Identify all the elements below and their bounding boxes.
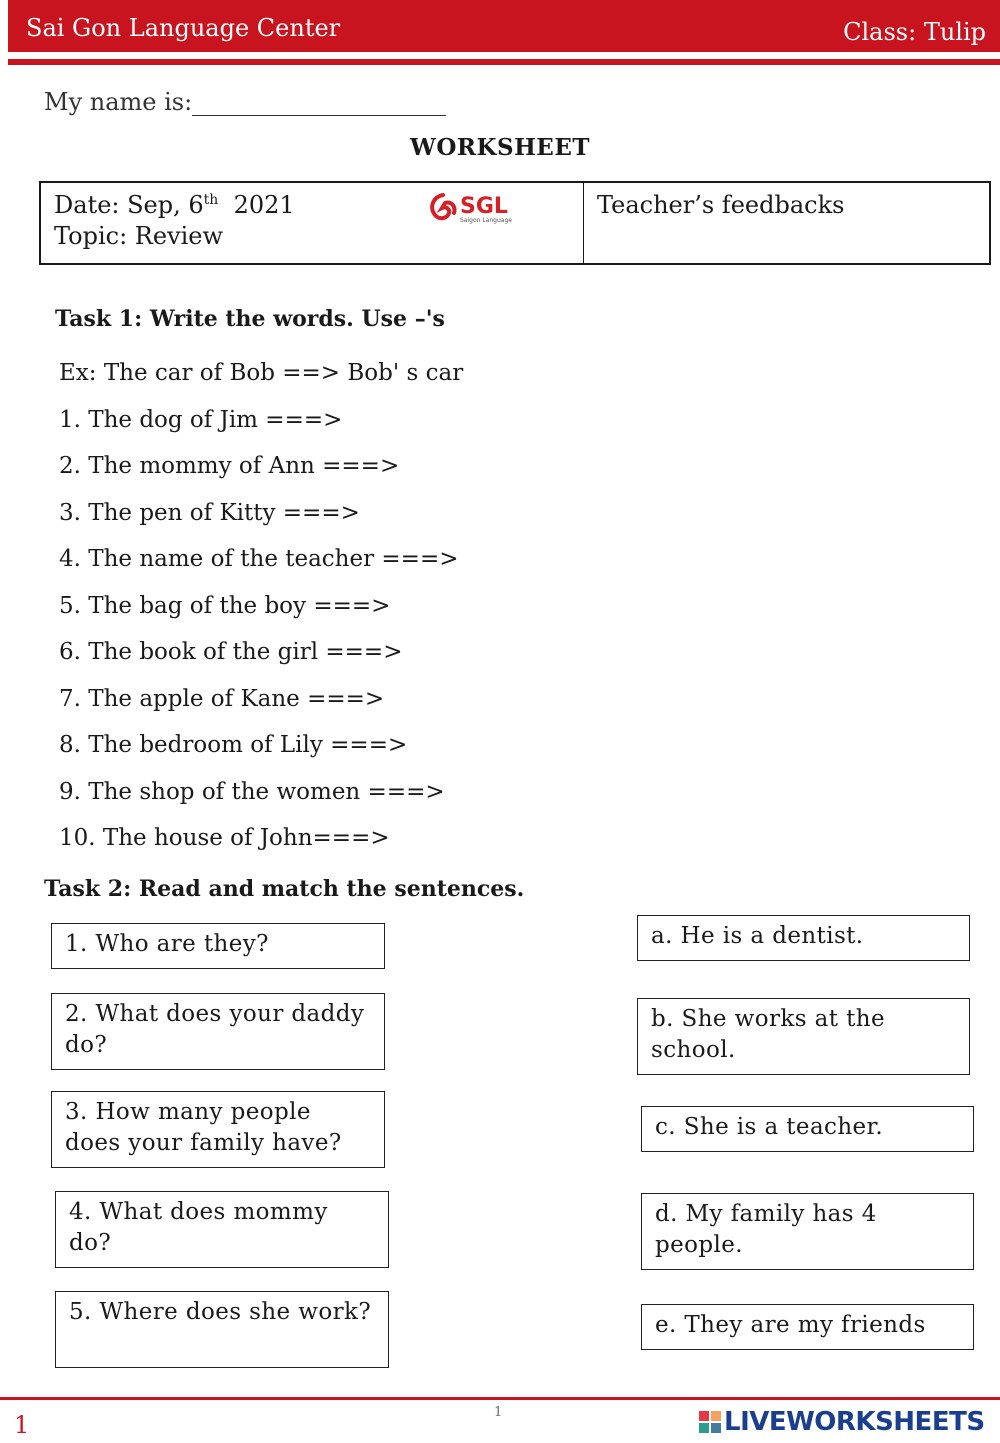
- task1-item: 6. The book of the girl ===>: [59, 639, 403, 665]
- date-year: 2021: [233, 191, 295, 219]
- date-line: [54, 191, 295, 219]
- sgl-logo-text: SGL: [460, 194, 508, 219]
- task1-item: 4. The name of the teacher ===>: [59, 546, 459, 572]
- name-label: My name is:: [44, 88, 193, 116]
- task2-title: Task 2: Read and match the sentences.: [44, 876, 525, 902]
- task1-item: 1. The dog of Jim ===>: [59, 407, 343, 433]
- question-box-2[interactable]: 2. What does your daddy do?: [51, 993, 385, 1070]
- task1-item: 7. The apple of Kane ===>: [59, 686, 385, 712]
- question-box-1[interactable]: 1. Who are they?: [51, 923, 385, 969]
- page-number: 1: [14, 1411, 30, 1439]
- task1-item: 8. The bedroom of Lily ===>: [59, 732, 408, 758]
- question-box-4[interactable]: 4. What does mommy do?: [55, 1191, 389, 1268]
- center-name: Sai Gon Language Center: [26, 14, 341, 42]
- task1-item: 10. The house of John===>: [59, 825, 390, 851]
- answer-box-e[interactable]: e. They are my friends: [641, 1304, 974, 1350]
- answer-box-a[interactable]: a. He is a dentist.: [637, 915, 970, 961]
- answer-box-b[interactable]: b. She works at the school.: [637, 998, 970, 1075]
- class-label: Class: Tulip: [843, 18, 986, 46]
- worksheet-title: WORKSHEET: [410, 134, 590, 161]
- liveworksheets-icon: [698, 1410, 722, 1434]
- date-suffix: th: [203, 192, 219, 208]
- sgl-logo: [429, 189, 539, 229]
- answer-box-d[interactable]: d. My family has 4 people.: [641, 1193, 974, 1270]
- teacher-feedback: Teacher’s feedbacks: [597, 191, 845, 219]
- question-box-3[interactable]: 3. How many people does your family have?: [51, 1091, 385, 1168]
- name-blank[interactable]: [192, 91, 446, 116]
- task1-item: 3. The pen of Kitty ===>: [59, 500, 360, 526]
- task1-item: 2. The mommy of Ann ===>: [59, 453, 400, 479]
- answer-box-c[interactable]: c. She is a teacher.: [641, 1106, 974, 1152]
- topic: Topic: Review: [54, 222, 224, 250]
- task1-example: Ex: The car of Bob ==> Bob' s car: [59, 360, 464, 386]
- date-prefix: Date: Sep, 6: [54, 191, 204, 219]
- task1-item: 9. The shop of the women ===>: [59, 779, 445, 805]
- sgl-logo-subtext: Saigon Language: [460, 217, 512, 224]
- task1-title: Task 1: Write the words. Use –'s: [55, 306, 445, 332]
- name-row: [44, 88, 446, 116]
- footer-divider: [0, 1397, 1000, 1400]
- liveworksheets-brand: LIVEWORKSHEETS: [724, 1407, 985, 1437]
- header-divider: [8, 59, 1000, 65]
- question-box-5[interactable]: 5. Where does she work?: [55, 1291, 389, 1368]
- task1-item: 5. The bag of the boy ===>: [59, 593, 391, 619]
- header-bar: [8, 0, 1000, 52]
- page-number-small: 1: [494, 1405, 503, 1420]
- info-left-cell: [41, 183, 584, 263]
- info-table: [39, 181, 991, 265]
- sgl-swirl-icon: [432, 195, 454, 218]
